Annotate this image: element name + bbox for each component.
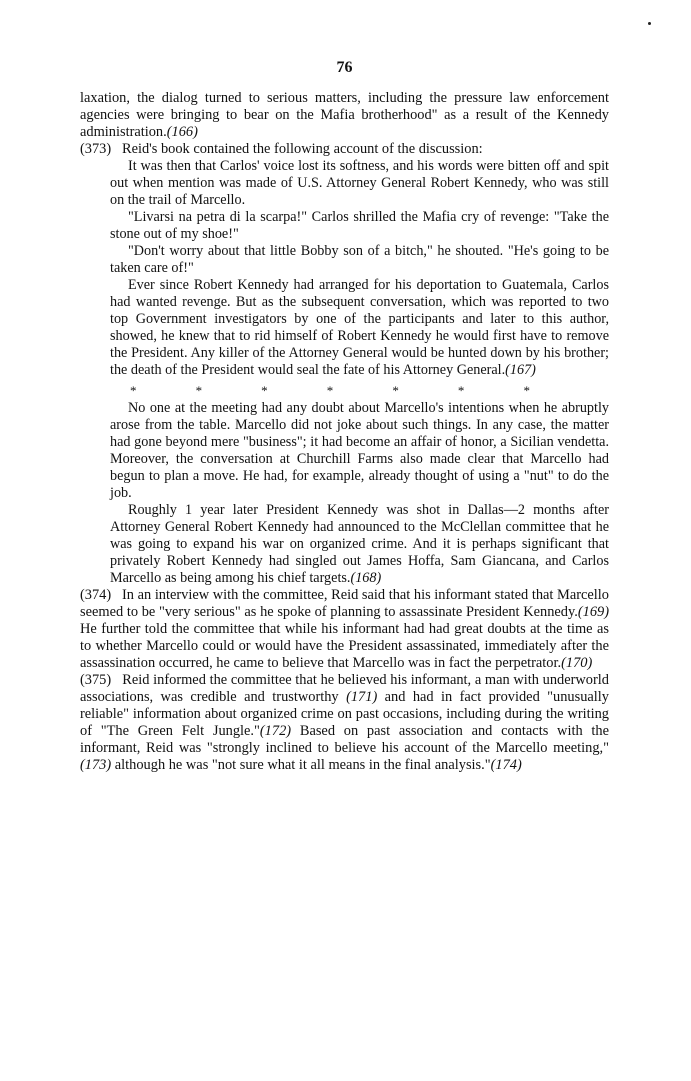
paragraph-375 xyxy=(80,672,609,774)
quote-paragraph-5: No one at the meeting had any doubt about Marcello's intentions when he abruptly arose from the table. Marcello did not joke about such things. In any case, the matter had gone beyond mere "business"; it had become an affair of honor, a Sicilian vendetta. Moreover, the conversation at Churchill Farms also made clear that Marcello had begun to plan a move. He had, for example, already thought of using a "nut" to do the job. xyxy=(110,400,609,501)
paragraph-text: laxation, the dialog turned to serious matters, including the pressure law enforcement agencies were bringing to bear on the Mafia brotherhood" as a result of the Kennedy administration. xyxy=(80,90,609,140)
star: * xyxy=(261,383,268,398)
paragraph-number: (375) xyxy=(80,672,112,688)
footnote-ref: (167) xyxy=(505,362,536,378)
paragraph-number: (374) xyxy=(80,587,112,603)
paragraph-text: although he was "not sure what it all means in the final analysis." xyxy=(114,757,491,773)
paragraph-text: Reid informed the committee that he believed his informant, a man with underworld associations, was credible and trustworthy xyxy=(80,672,609,705)
star: * xyxy=(195,383,203,398)
footnote-ref: (171) xyxy=(346,689,378,705)
paragraph-number: (373) xyxy=(80,141,112,157)
paragraph-continuation xyxy=(80,90,609,141)
star: * xyxy=(392,383,399,398)
quote-paragraph-2: "Livarsi na petra di la scarpa!" Carlos shrilled the Mafia cry of revenge: "Take the stone out of my shoe!" xyxy=(110,209,609,242)
page-number: 76 xyxy=(336,59,353,76)
footnote-ref: (174) xyxy=(490,757,522,773)
star: * xyxy=(457,383,465,398)
block-quote xyxy=(110,158,609,587)
quote-text: Roughly 1 year later President Kennedy was shot in Dallas—2 months after Attorney General Robert Kennedy had announced to the McClellan committee that he was going to expand his war on organized crime. And it is perhaps significant that privately Robert Kennedy had singled out James Hoffa, Sam Giancana, and Carlos Marcello as being among his chief targets. xyxy=(110,502,609,586)
paragraph-text: In an interview with the committee, Reid said that his informant stated that Marcello seemed to be "very serious" as he spoke of planning to assassinate President Kennedy. xyxy=(80,587,609,620)
footnote-ref: (169) xyxy=(577,604,609,620)
footnote-ref: (170) xyxy=(561,655,593,671)
footnote-ref: (173) xyxy=(80,757,112,773)
footnote-ref: (168) xyxy=(350,570,382,586)
footnote-ref: (166) xyxy=(166,124,198,140)
section-break-stars xyxy=(130,383,530,398)
paragraph-text: and had in fact provided "unusually reliable" information about organized crime on past occasions, including during the writing of "The Green Felt Jungle." xyxy=(80,689,610,739)
footnote-ref: (172) xyxy=(259,723,292,739)
quote-text: Ever since Robert Kennedy had arranged for his deportation to Guatemala, Carlos had wanted revenge. But as the subsequent conversation, which was reported to two top Government investigators by one of the participants and later to this author, showed, he knew that to rid himself of Robert Kennedy he would first have to remove the President. Any killer of the Attorney General would be hunted down by his brother; the death of the President would seal the fate of his Attorney General. xyxy=(110,277,609,378)
quote-paragraph-3: "Don't worry about that little Bobby son of a bitch," he shouted. "He's going to be taken care of!" xyxy=(110,243,609,276)
paragraph-text: Based on past association and contacts with the informant, Reid was "strongly inclined to believe his account of the Marcello meeting," xyxy=(80,723,609,756)
quote-paragraph-4 xyxy=(110,277,609,379)
quote-paragraph-6 xyxy=(110,502,609,587)
stray-mark xyxy=(648,22,651,25)
star: * xyxy=(523,383,530,398)
document-page xyxy=(80,58,609,774)
paragraph-text: Reid's book contained the following account of the discussion: xyxy=(121,141,483,157)
paragraph-373 xyxy=(80,141,609,158)
paragraph-text: He further told the committee that while his informant had had great doubts at the time as to whether Marcello could or would have the President assassinated, immediately after the assassination occurred, he came to believe that Marcello was in fact the perpetrator. xyxy=(80,621,609,671)
star: * xyxy=(326,383,334,398)
star: * xyxy=(130,383,137,398)
quote-paragraph-1: It was then that Carlos' voice lost its softness, and his words were bitten off and spit out when mention was made of U.S. Attorney General Robert Kennedy, who was still on the trail of Marcello. xyxy=(110,158,609,208)
paragraph-374 xyxy=(80,587,609,672)
